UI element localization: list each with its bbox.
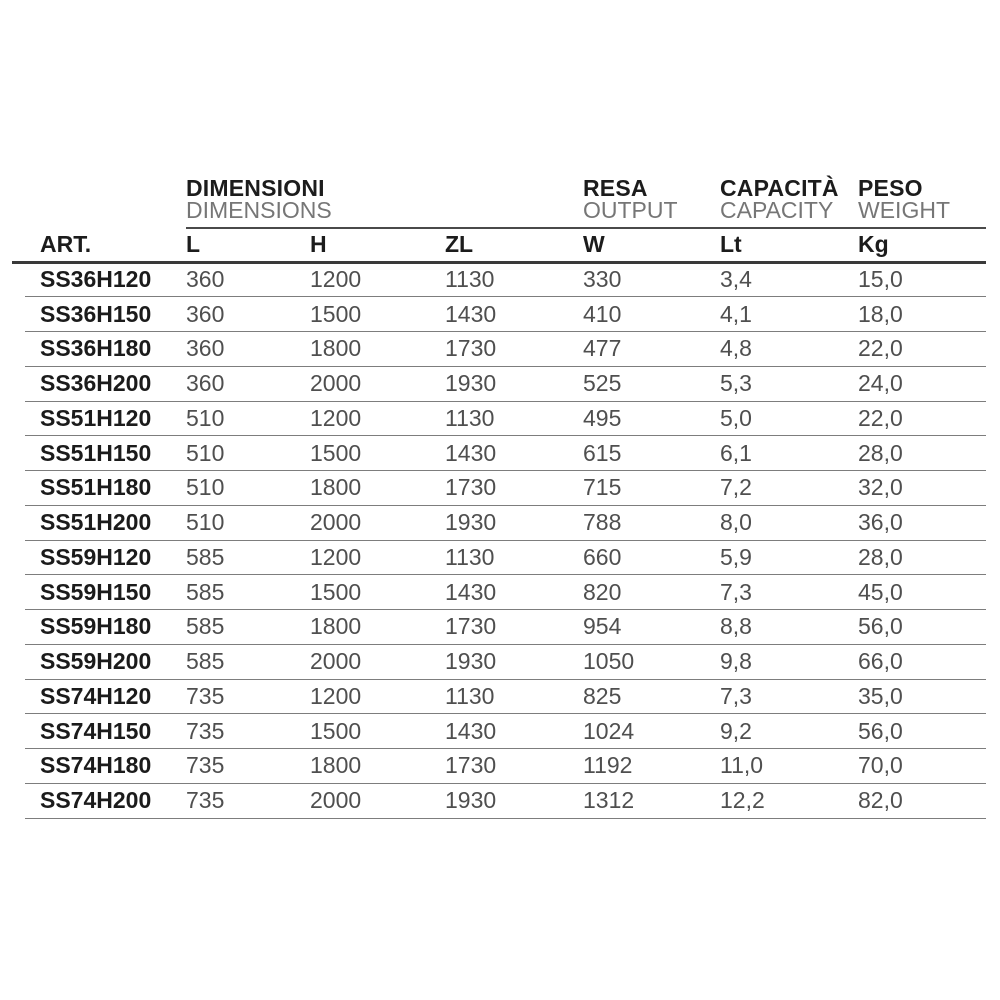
column-header-l: L [186, 228, 310, 262]
group-label-en: WEIGHT [858, 197, 950, 223]
value-cell: 1500 [310, 436, 445, 471]
value-cell: 585 [186, 575, 310, 610]
column-header-zl: ZL [445, 228, 583, 262]
group-header-weight [858, 170, 986, 228]
table-row [12, 471, 986, 506]
art-code-cell: SS51H120 [12, 401, 186, 436]
column-header-w: W [583, 228, 720, 262]
group-label-en: DIMENSIONS [186, 197, 332, 223]
table-body [12, 262, 986, 818]
value-cell: 735 [186, 714, 310, 749]
table-row [12, 783, 986, 818]
value-cell: 6,1 [720, 436, 858, 471]
value-cell: 9,2 [720, 714, 858, 749]
column-header-h: H [310, 228, 445, 262]
value-cell: 5,3 [720, 366, 858, 401]
value-cell: 1800 [310, 610, 445, 645]
value-cell: 12,2 [720, 783, 858, 818]
value-cell: 585 [186, 644, 310, 679]
art-code-cell: SS59H180 [12, 610, 186, 645]
value-cell: 1930 [445, 505, 583, 540]
value-cell: 7,3 [720, 575, 858, 610]
value-cell: 510 [186, 471, 310, 506]
value-cell: 825 [583, 679, 720, 714]
table-row [12, 714, 986, 749]
value-cell: 1730 [445, 332, 583, 367]
value-cell: 1730 [445, 471, 583, 506]
value-cell: 5,0 [720, 401, 858, 436]
value-cell: 1500 [310, 714, 445, 749]
value-cell: 585 [186, 540, 310, 575]
value-cell: 5,9 [720, 540, 858, 575]
value-cell: 360 [186, 262, 310, 297]
value-cell: 1930 [445, 644, 583, 679]
value-cell: 24,0 [858, 366, 986, 401]
value-cell: 1500 [310, 297, 445, 332]
table-row [12, 749, 986, 784]
value-cell: 7,3 [720, 679, 858, 714]
column-header-row [12, 228, 986, 262]
value-cell: 7,2 [720, 471, 858, 506]
art-code-cell: SS51H200 [12, 505, 186, 540]
art-code-cell: SS74H150 [12, 714, 186, 749]
value-cell: 360 [186, 332, 310, 367]
value-cell: 4,1 [720, 297, 858, 332]
value-cell: 1130 [445, 401, 583, 436]
value-cell: 22,0 [858, 332, 986, 367]
art-code-cell: SS74H120 [12, 679, 186, 714]
table-header [12, 170, 986, 262]
value-cell: 3,4 [720, 262, 858, 297]
group-header-row [12, 170, 986, 228]
value-cell: 1024 [583, 714, 720, 749]
value-cell: 615 [583, 436, 720, 471]
column-header-kg: Kg [858, 228, 986, 262]
art-code-cell: SS36H150 [12, 297, 186, 332]
value-cell: 510 [186, 505, 310, 540]
value-cell: 4,8 [720, 332, 858, 367]
table-row [12, 540, 986, 575]
value-cell: 18,0 [858, 297, 986, 332]
value-cell: 410 [583, 297, 720, 332]
value-cell: 1200 [310, 540, 445, 575]
value-cell: 1200 [310, 401, 445, 436]
value-cell: 735 [186, 783, 310, 818]
value-cell: 585 [186, 610, 310, 645]
value-cell: 360 [186, 297, 310, 332]
value-cell: 56,0 [858, 714, 986, 749]
table-row [12, 575, 986, 610]
value-cell: 9,8 [720, 644, 858, 679]
value-cell: 1800 [310, 332, 445, 367]
column-header-lt: Lt [720, 228, 858, 262]
value-cell: 1050 [583, 644, 720, 679]
table-row [12, 332, 986, 367]
value-cell: 820 [583, 575, 720, 610]
group-header-spacer [12, 170, 186, 228]
value-cell: 56,0 [858, 610, 986, 645]
table-row [12, 644, 986, 679]
value-cell: 1930 [445, 366, 583, 401]
table-row [12, 297, 986, 332]
value-cell: 36,0 [858, 505, 986, 540]
art-code-cell: SS59H120 [12, 540, 186, 575]
art-code-cell: SS51H150 [12, 436, 186, 471]
table-row [12, 366, 986, 401]
value-cell: 525 [583, 366, 720, 401]
value-cell: 11,0 [720, 749, 858, 784]
art-code-cell: SS36H180 [12, 332, 186, 367]
value-cell: 1430 [445, 436, 583, 471]
value-cell: 1312 [583, 783, 720, 818]
art-code-cell: SS36H200 [12, 366, 186, 401]
value-cell: 2000 [310, 783, 445, 818]
table-row [12, 262, 986, 297]
art-code-cell: SS59H150 [12, 575, 186, 610]
group-label-it: CAPACITÀ [720, 175, 839, 201]
value-cell: 1730 [445, 749, 583, 784]
table-row [12, 436, 986, 471]
art-code-cell: SS36H120 [12, 262, 186, 297]
value-cell: 35,0 [858, 679, 986, 714]
value-cell: 45,0 [858, 575, 986, 610]
art-code-cell: SS59H200 [12, 644, 186, 679]
value-cell: 510 [186, 436, 310, 471]
value-cell: 28,0 [858, 436, 986, 471]
group-label-it: DIMENSIONI [186, 175, 325, 201]
table-row [12, 679, 986, 714]
table-row [12, 505, 986, 540]
group-label-en: OUTPUT [583, 197, 678, 223]
value-cell: 15,0 [858, 262, 986, 297]
value-cell: 954 [583, 610, 720, 645]
value-cell: 1430 [445, 297, 583, 332]
art-code-cell: SS74H180 [12, 749, 186, 784]
value-cell: 660 [583, 540, 720, 575]
value-cell: 715 [583, 471, 720, 506]
table-row [12, 401, 986, 436]
value-cell: 1130 [445, 262, 583, 297]
value-cell: 1800 [310, 749, 445, 784]
product-spec-table [12, 170, 986, 819]
value-cell: 1730 [445, 610, 583, 645]
value-cell: 735 [186, 679, 310, 714]
value-cell: 1200 [310, 679, 445, 714]
value-cell: 495 [583, 401, 720, 436]
value-cell: 70,0 [858, 749, 986, 784]
value-cell: 360 [186, 366, 310, 401]
value-cell: 2000 [310, 505, 445, 540]
group-header-output [583, 170, 720, 228]
column-header-art: ART. [12, 228, 186, 262]
table-row [12, 610, 986, 645]
value-cell: 82,0 [858, 783, 986, 818]
art-code-cell: SS51H180 [12, 471, 186, 506]
value-cell: 788 [583, 505, 720, 540]
group-header-capacity [720, 170, 858, 228]
value-cell: 1430 [445, 714, 583, 749]
value-cell: 1500 [310, 575, 445, 610]
value-cell: 1800 [310, 471, 445, 506]
group-label-it: PESO [858, 175, 923, 201]
group-label-en: CAPACITY [720, 197, 834, 223]
value-cell: 735 [186, 749, 310, 784]
group-label-it: RESA [583, 175, 648, 201]
value-cell: 477 [583, 332, 720, 367]
value-cell: 22,0 [858, 401, 986, 436]
value-cell: 28,0 [858, 540, 986, 575]
value-cell: 1192 [583, 749, 720, 784]
value-cell: 1130 [445, 679, 583, 714]
value-cell: 330 [583, 262, 720, 297]
value-cell: 8,8 [720, 610, 858, 645]
art-code-cell: SS74H200 [12, 783, 186, 818]
value-cell: 1430 [445, 575, 583, 610]
value-cell: 1200 [310, 262, 445, 297]
value-cell: 510 [186, 401, 310, 436]
value-cell: 66,0 [858, 644, 986, 679]
value-cell: 1130 [445, 540, 583, 575]
value-cell: 2000 [310, 644, 445, 679]
value-cell: 1930 [445, 783, 583, 818]
group-header-dimensions [186, 170, 583, 228]
value-cell: 8,0 [720, 505, 858, 540]
value-cell: 32,0 [858, 471, 986, 506]
value-cell: 2000 [310, 366, 445, 401]
